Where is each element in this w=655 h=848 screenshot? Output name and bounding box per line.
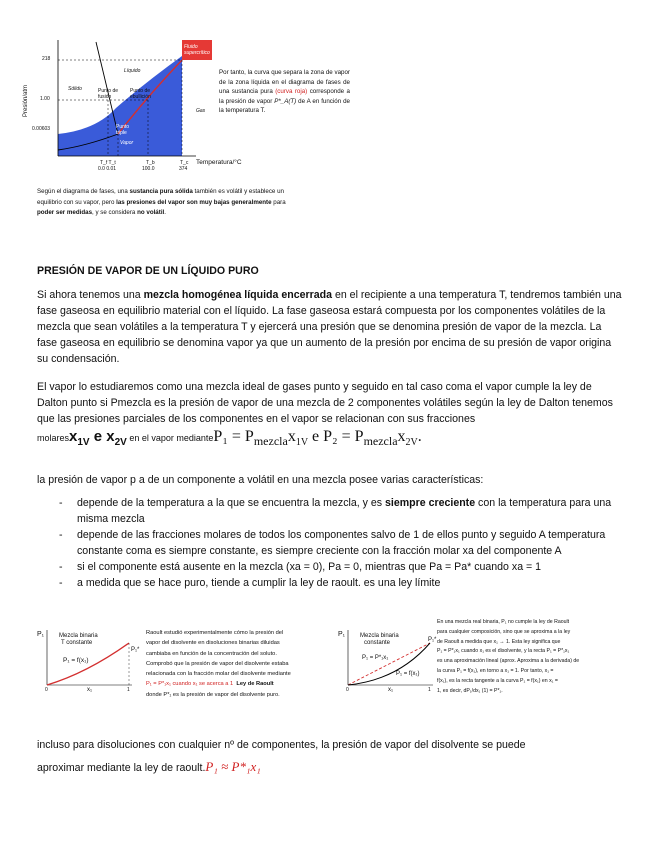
characteristics-list	[37, 495, 622, 591]
paragraph-2: El vapor lo estudiaremos como una mezcla ideal de gases punto y seguido en tal caso coma el vapor cumple la ley de Dalton punto si Pmezcla es la presión de vapor de una mezcla de 2 componentes volátiles según la ley de Dalton tenemos que las presiones parciales de los componentes en el vapor se relacionan con sus fracciones	[37, 381, 613, 425]
paragraph-2-equations: molaresx$_{1V}$ e $x_{2V}$ en el vapor medianteP₁ = $P_{mezcla}x_{1V}$ e $P_2 = P_{mezcla}x_{2V}$.	[37, 428, 422, 449]
p-tick-1: 1.00	[40, 96, 50, 102]
y-axis-label: Presión/atm	[23, 84, 30, 118]
x-tick-tf: T_f T_t	[100, 160, 116, 166]
x-axis-label: Temperatura/°C	[196, 159, 242, 166]
final-paragraph: incluso para disoluciones con cualquier nº de componentes, la presión de vapor del disolvente se puede aproximar mediante la ley de raoult.P₁ ≈ P*₁x₁	[37, 739, 526, 774]
raoult-equation: P₁ ≈ P*₁x₁	[205, 759, 261, 774]
triple-point-label: Punto triple	[116, 124, 130, 136]
red-curve-note: (curva roja)	[275, 88, 308, 96]
list-item: - depende de la temperatura a la que se encuentra la mezcla, y es siempre creciente con la temperatura para una misma mezcla	[59, 497, 612, 525]
x-tick-tb-val: 100.0	[142, 166, 155, 172]
x-tick-tc: T_c	[180, 160, 189, 166]
raoult-limit-text: En una mezcla real binaria, P₁ no cumple la ley de Raoult para cualquier composición, sino que se aproxima a la ley de Raoult a medida que x₁ → 1. Esta ley significa que P₁ = P*₁x₁ cuando x₁ es el disolvente, y la recta P₁ = P*₁x₁ es una aproximación lineal (aprox. Aproxima a la derivada) de la curva P₁ = f(x₁), en torno a x₁ = 1. Por tanto, x₁ = f(x₁), es la recta tangente a la curva P₁ = f(x₁) en x₁ = 1, es decir, dP₁/dx₁ (1) = P*₁.	[437, 619, 580, 694]
region-gas: Gas	[196, 108, 206, 114]
paragraph-1: Si ahora tenemos una mezcla homogénea líquida encerrada en el recipiente a una temperatura T, tendremos también una fase gaseosa en equilibrio material con el líquido. La fase gaseosa estará compuesta por los componentes volátiles de la mezcla que sean volátiles a la temperatura T y ejercerá una presión que se denomina presión de vapor de la mezcla. La fase gaseosa en equilibrio se denomina vapor ya que un aumento de la presión por encima de su presión de vapor origina su condensación.	[37, 289, 622, 365]
boiling-point-label: Punto de ebullición	[130, 88, 151, 100]
x-tick-tb: T_b	[146, 160, 155, 166]
p-tick-218: 218	[42, 56, 51, 62]
raoult-text: Raoult estudió experimentalmente cómo la presión del vapor del disolvente en disoluciones binarias diluidas cambiaba en función de la concentración del soluto. Comprobó que la presión de vapor del disolvente estaba relacionada con la fracción molar del disolvente mediante P₁ = P*₁x₁ cuando x₁ se acerca a 1 Ley de Raoult donde P*₁ es la presión de vapor del disolvente puro.	[146, 630, 291, 698]
list-item: - si el componente está ausente en la mezcla (xa = 0), Pa = 0, mientras que Pa = Pa* cuando xa = 1	[59, 561, 542, 573]
diagram-caption-below: Según el diagrama de fases, una sustancia pura sólida también es volátil y establece un equilibrio con su vapor, pero las presiones del vapor son muy bajas generalmente para poder ser medidas, y se considera no volátil.	[37, 188, 286, 216]
diagram-caption-right: Por tanto, la curva que separa la zona de vapor de la zona líquida en el diagrama de fases de una sustancia pura (curva roja) corresponde a la presión de vapor P*_A(T) de A en función de la temperatura T.	[219, 69, 350, 115]
raoult-graph-left: P₁ Mezcla binaria T constante P₁ = f(x₁) P₁* 0 x₁ 1	[37, 631, 140, 693]
x-tick-tc-val: 374	[179, 166, 188, 172]
x-tick-tf-val: 0.0 0.01	[98, 166, 117, 172]
p-tick-0006: 0.00603	[32, 126, 51, 132]
list-item: - a medida que se hace puro, tiende a cumplir la ley de raoult. es una ley límite	[59, 577, 441, 589]
phase-diagram	[23, 38, 216, 178]
paragraph-3: la presión de vapor p a de un componente a volátil en una mezcla posee varias características:	[37, 474, 484, 486]
phase-diagram-svg	[36, 38, 216, 178]
raoult-line	[348, 643, 430, 685]
list-item: - depende de las fracciones molares de todos los componentes salvo de 1 de ellos punto y seguido A temperatura constante coma es siempre constante, es siempre creciente con la fracción molar xa del componente A	[59, 529, 606, 557]
region-solid: Sólido	[68, 86, 82, 92]
region-liquid: Líquido	[124, 68, 141, 74]
raoult-graph-right: P₁ Mezcla binaria constante P₁ = P*₁x₁ P₁ = f(x₁) P₁* 0 x₁ 1	[338, 631, 437, 693]
region-vapor: Vapor	[120, 140, 134, 146]
fusion-point-label: Punto de fusión	[98, 88, 119, 100]
real-curve	[47, 643, 129, 685]
section-heading: PRESIÓN DE VAPOR DE UN LÍQUIDO PURO	[37, 265, 259, 277]
region-fluid: Fluido supercrítico	[184, 44, 210, 56]
